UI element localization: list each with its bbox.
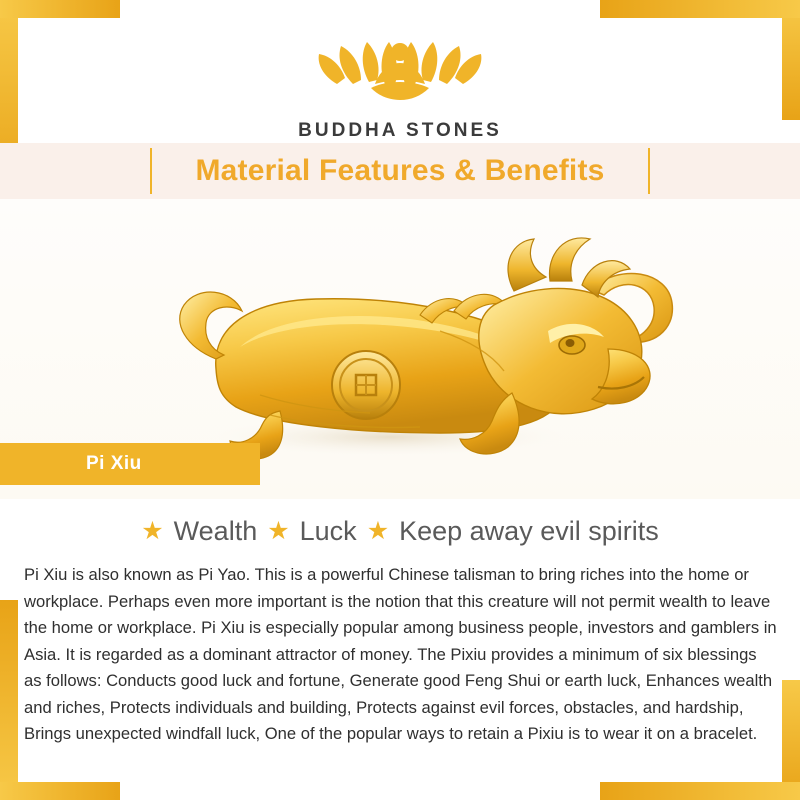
title-divider-left: [150, 148, 152, 194]
corner-frame-bottom-left-horizontal: [0, 782, 120, 800]
lotus-meditating-figure-icon: [305, 22, 495, 114]
benefit-wealth: Wealth: [173, 516, 258, 546]
brand-header: [0, 22, 800, 142]
corner-frame-bottom-left-vertical: [0, 600, 18, 800]
page-title: Material Features & Benefits: [195, 154, 605, 187]
corner-frame-top-right-horizontal: [600, 0, 800, 18]
title-banner: [0, 143, 800, 199]
star-icon: ★: [366, 517, 390, 545]
brand-name: BUDDHA STONES: [298, 120, 502, 141]
product-caption-bar: [0, 443, 260, 485]
corner-frame-top-left-horizontal: [0, 0, 120, 18]
benefit-keep-away-evil-spirits: Keep away evil spirits: [399, 516, 659, 546]
star-icon: ★: [141, 517, 164, 545]
benefits-headline: [0, 516, 800, 547]
benefit-luck: Luck: [299, 516, 357, 546]
gold-pixiu-pendant-image: [120, 219, 680, 479]
product-caption-label: Pi Xiu: [86, 453, 142, 474]
corner-frame-bottom-right-horizontal: [600, 782, 800, 800]
description-paragraph: Pi Xiu is also known as Pi Yao. This is a powerful Chinese talisman to bring riches into the home or workplace. Perhaps even more important is the notion that this creature will not permit wealth to leave the home or workplace. Pi Xiu is especially popular among business people, investors and gamblers in Asia. It is regarded as a dominant attractor of money. The Pixiu provides a minimum of six blessings as follows: Conducts good luck and fortune, Generate good Feng Shui or earth luck, Enhances wealth and riches, Protects individuals and building, Protects against evil forces, obstacles, and hardship, Brings unexpected windfall luck, One of the popular ways to retain a Pixiu is to wear it on a bracelet.: [24, 565, 777, 743]
star-icon: ★: [267, 517, 290, 545]
title-divider-right: [648, 148, 650, 194]
